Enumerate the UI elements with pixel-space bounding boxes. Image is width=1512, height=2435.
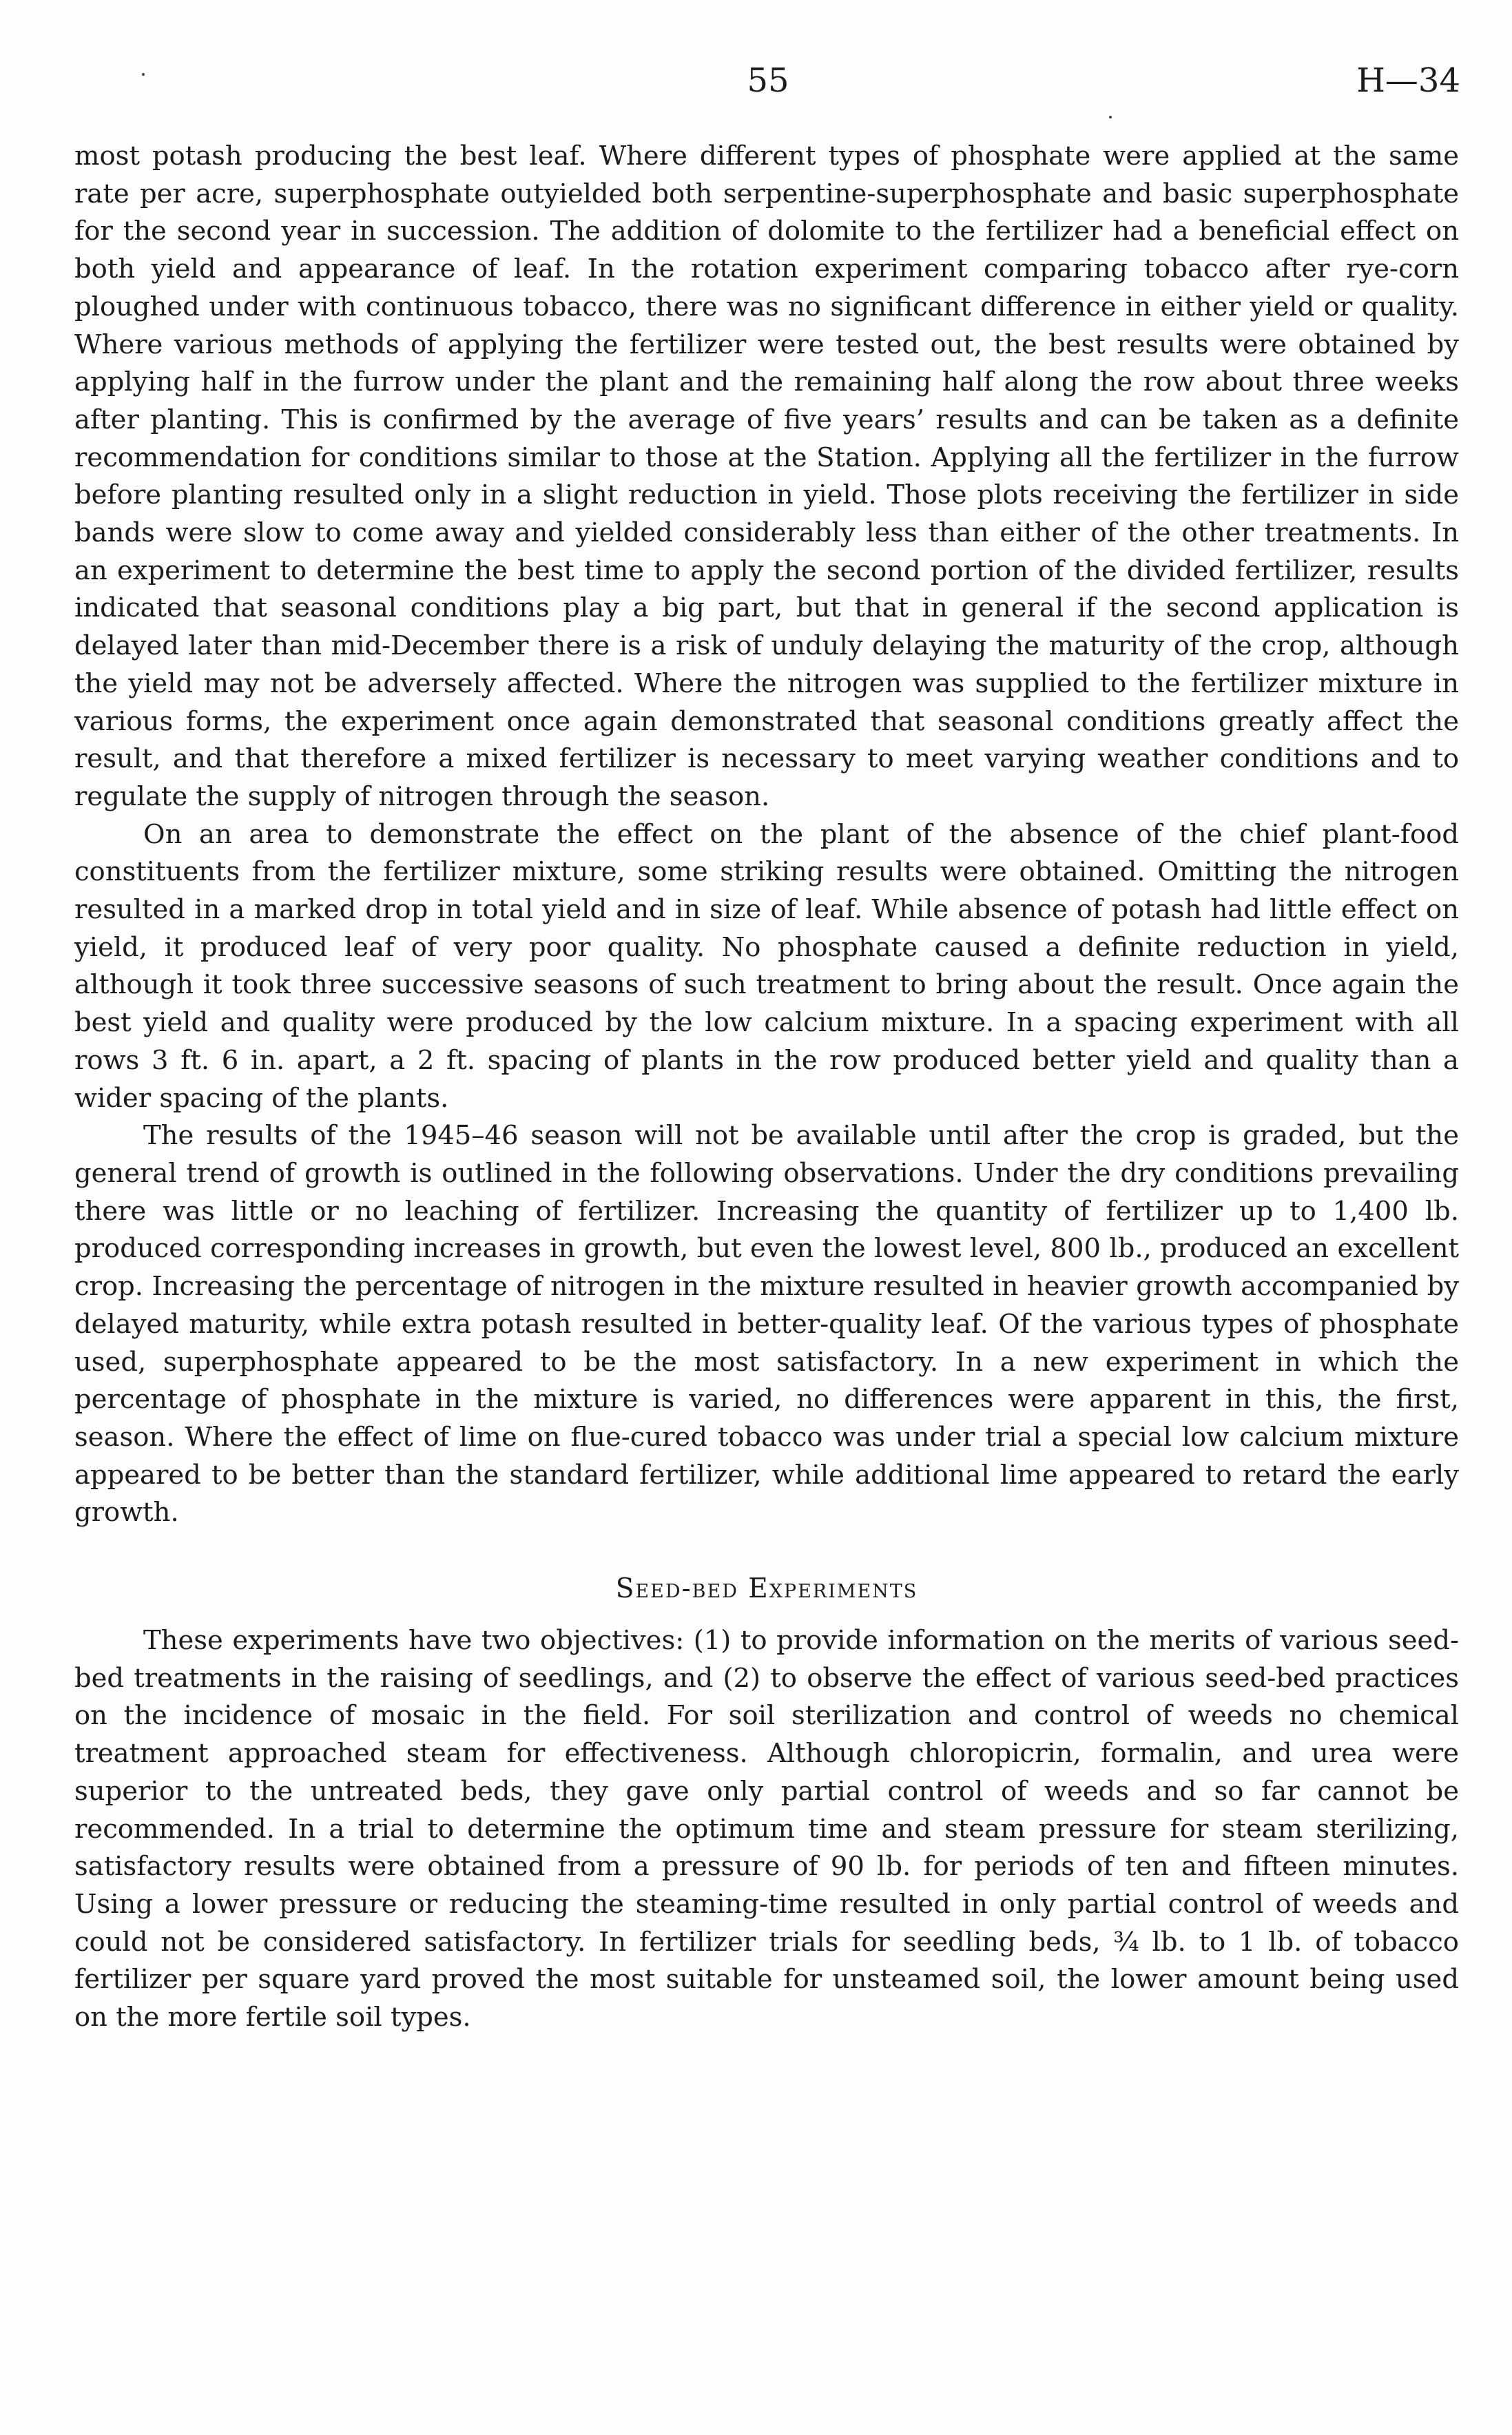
scan-speck: [1109, 116, 1112, 118]
document-reference: H—34: [1356, 61, 1460, 100]
page-header: [76, 56, 1460, 105]
paragraph-seed-bed: These experiments have two objectives: (1) to provide information on the merits of various seed-bed treatments in the raising of seedlings, and (2) to observe the effect of various seed-bed practices on the incidence of mosaic in the field. For soil sterilization and control of weeds no chemical treatment approached steam for effectiveness. Although chloropicrin, formalin, and urea were superior to the untreated beds, they gave only partial control of weeds and so far cannot be recommended. In a trial to determine the optimum time and steam pressure for steam sterilizing, satisfactory results were obtained from a pressure of 90 lb. for periods of ten and fifteen minutes. Using a lower pressure or reducing the steaming-time resulted in only partial control of weeds and could not be considered satisfactory. In fertilizer trials for seedling beds, ¾ lb. to 1 lb. of tobacco fertilizer per square yard proved the most suitable for unsteamed soil, the lower amount being used on the more fertile soil types.: [74, 1625, 1459, 2033]
section-heading: Seed-bed Experiments: [615, 1573, 918, 1605]
paragraph-plant-food-demo: On an area to demonstrate the effect on the plant of the absence of the chief plant-food constituents from the fertilizer mixture, some striking results were obtained. Omitting the nitrogen resulted in a marked drop in total yield and in size of leaf. While absence of potash had little effect on yield, it produced leaf of very poor quality. No phosphate caused a definite reduction in yield, although it took three successive seasons of such treatment to bring about the result. Once again the best yield and quality were produced by the low calcium mixture. In a spacing experiment with all rows 3 ft. 6 in. apart, a 2 ft. spacing of plants in the row produced better yield and quality than a wider spacing of the plants.: [74, 818, 1459, 1114]
body-text: [74, 138, 1459, 2037]
page-number: 55: [747, 61, 789, 100]
paragraph-season-results: The results of the 1945–46 season will not be available until after the crop is graded, but the general trend of growth is outlined in the following observations. Under the dry conditions prevailing there was little or no leaching of fertilizer. Increasing the quantity of fertilizer up to 1,400 lb. produced corresponding increases in growth, but even the lowest level, 800 lb., produced an excellent crop. Increasing the percentage of nitrogen in the mixture resulted in heavier growth accompanied by delayed maturity, while extra potash resulted in better-quality leaf. Of the various types of phosphate used, superphosphate appeared to be the most satisfactory. In a new experiment in which the percentage of phosphate in the mixture is varied, no differences were apparent in this, the first, season. Where the effect of lime on flue-cured tobacco was under trial a special low calcium mixture appeared to be better than the standard fertilizer, while additional lime appeared to retard the early growth.: [74, 1120, 1459, 1529]
paragraph-continued: most potash producing the best leaf. Where different types of phosphate were applied at the same rate per acre, superphosphate outyielded both serpentine-superphosphate and basic superphosphate for the second year in succession. The addition of dolomite to the fertilizer had a beneficial effect on both yield and appearance of leaf. In the rotation experiment comparing tobacco after rye-corn ploughed under with continuous tobacco, there was no significant difference in either yield or quality. Where various methods of applying the fertilizer were tested out, the best results were obtained by applying half in the furrow under the plant and the remaining half along the row about three weeks after planting. This is confirmed by the average of five years’ results and can be taken as a definite recommendation for conditions similar to those at the Station. Applying all the fertilizer in the furrow before planting resulted only in a slight reduction in yield. Those plots receiving the fertilizer in side bands were slow to come away and yielded considerably less than either of the other treatments. In an experiment to determine the best time to apply the second portion of the divided fertilizer, results indicated that seasonal conditions play a big part, but that in general if the second application is delayed later than mid-December there is a risk of unduly delaying the maturity of the crop, although the yield may not be adversely affected. Where the nitrogen was supplied to the fertilizer mixture in various forms, the experiment once again demonstrated that seasonal conditions greatly affect the result, and that therefore a mixed fertilizer is necessary to meet varying weather conditions and to regulate the supply of nitrogen through the season.: [74, 141, 1459, 812]
